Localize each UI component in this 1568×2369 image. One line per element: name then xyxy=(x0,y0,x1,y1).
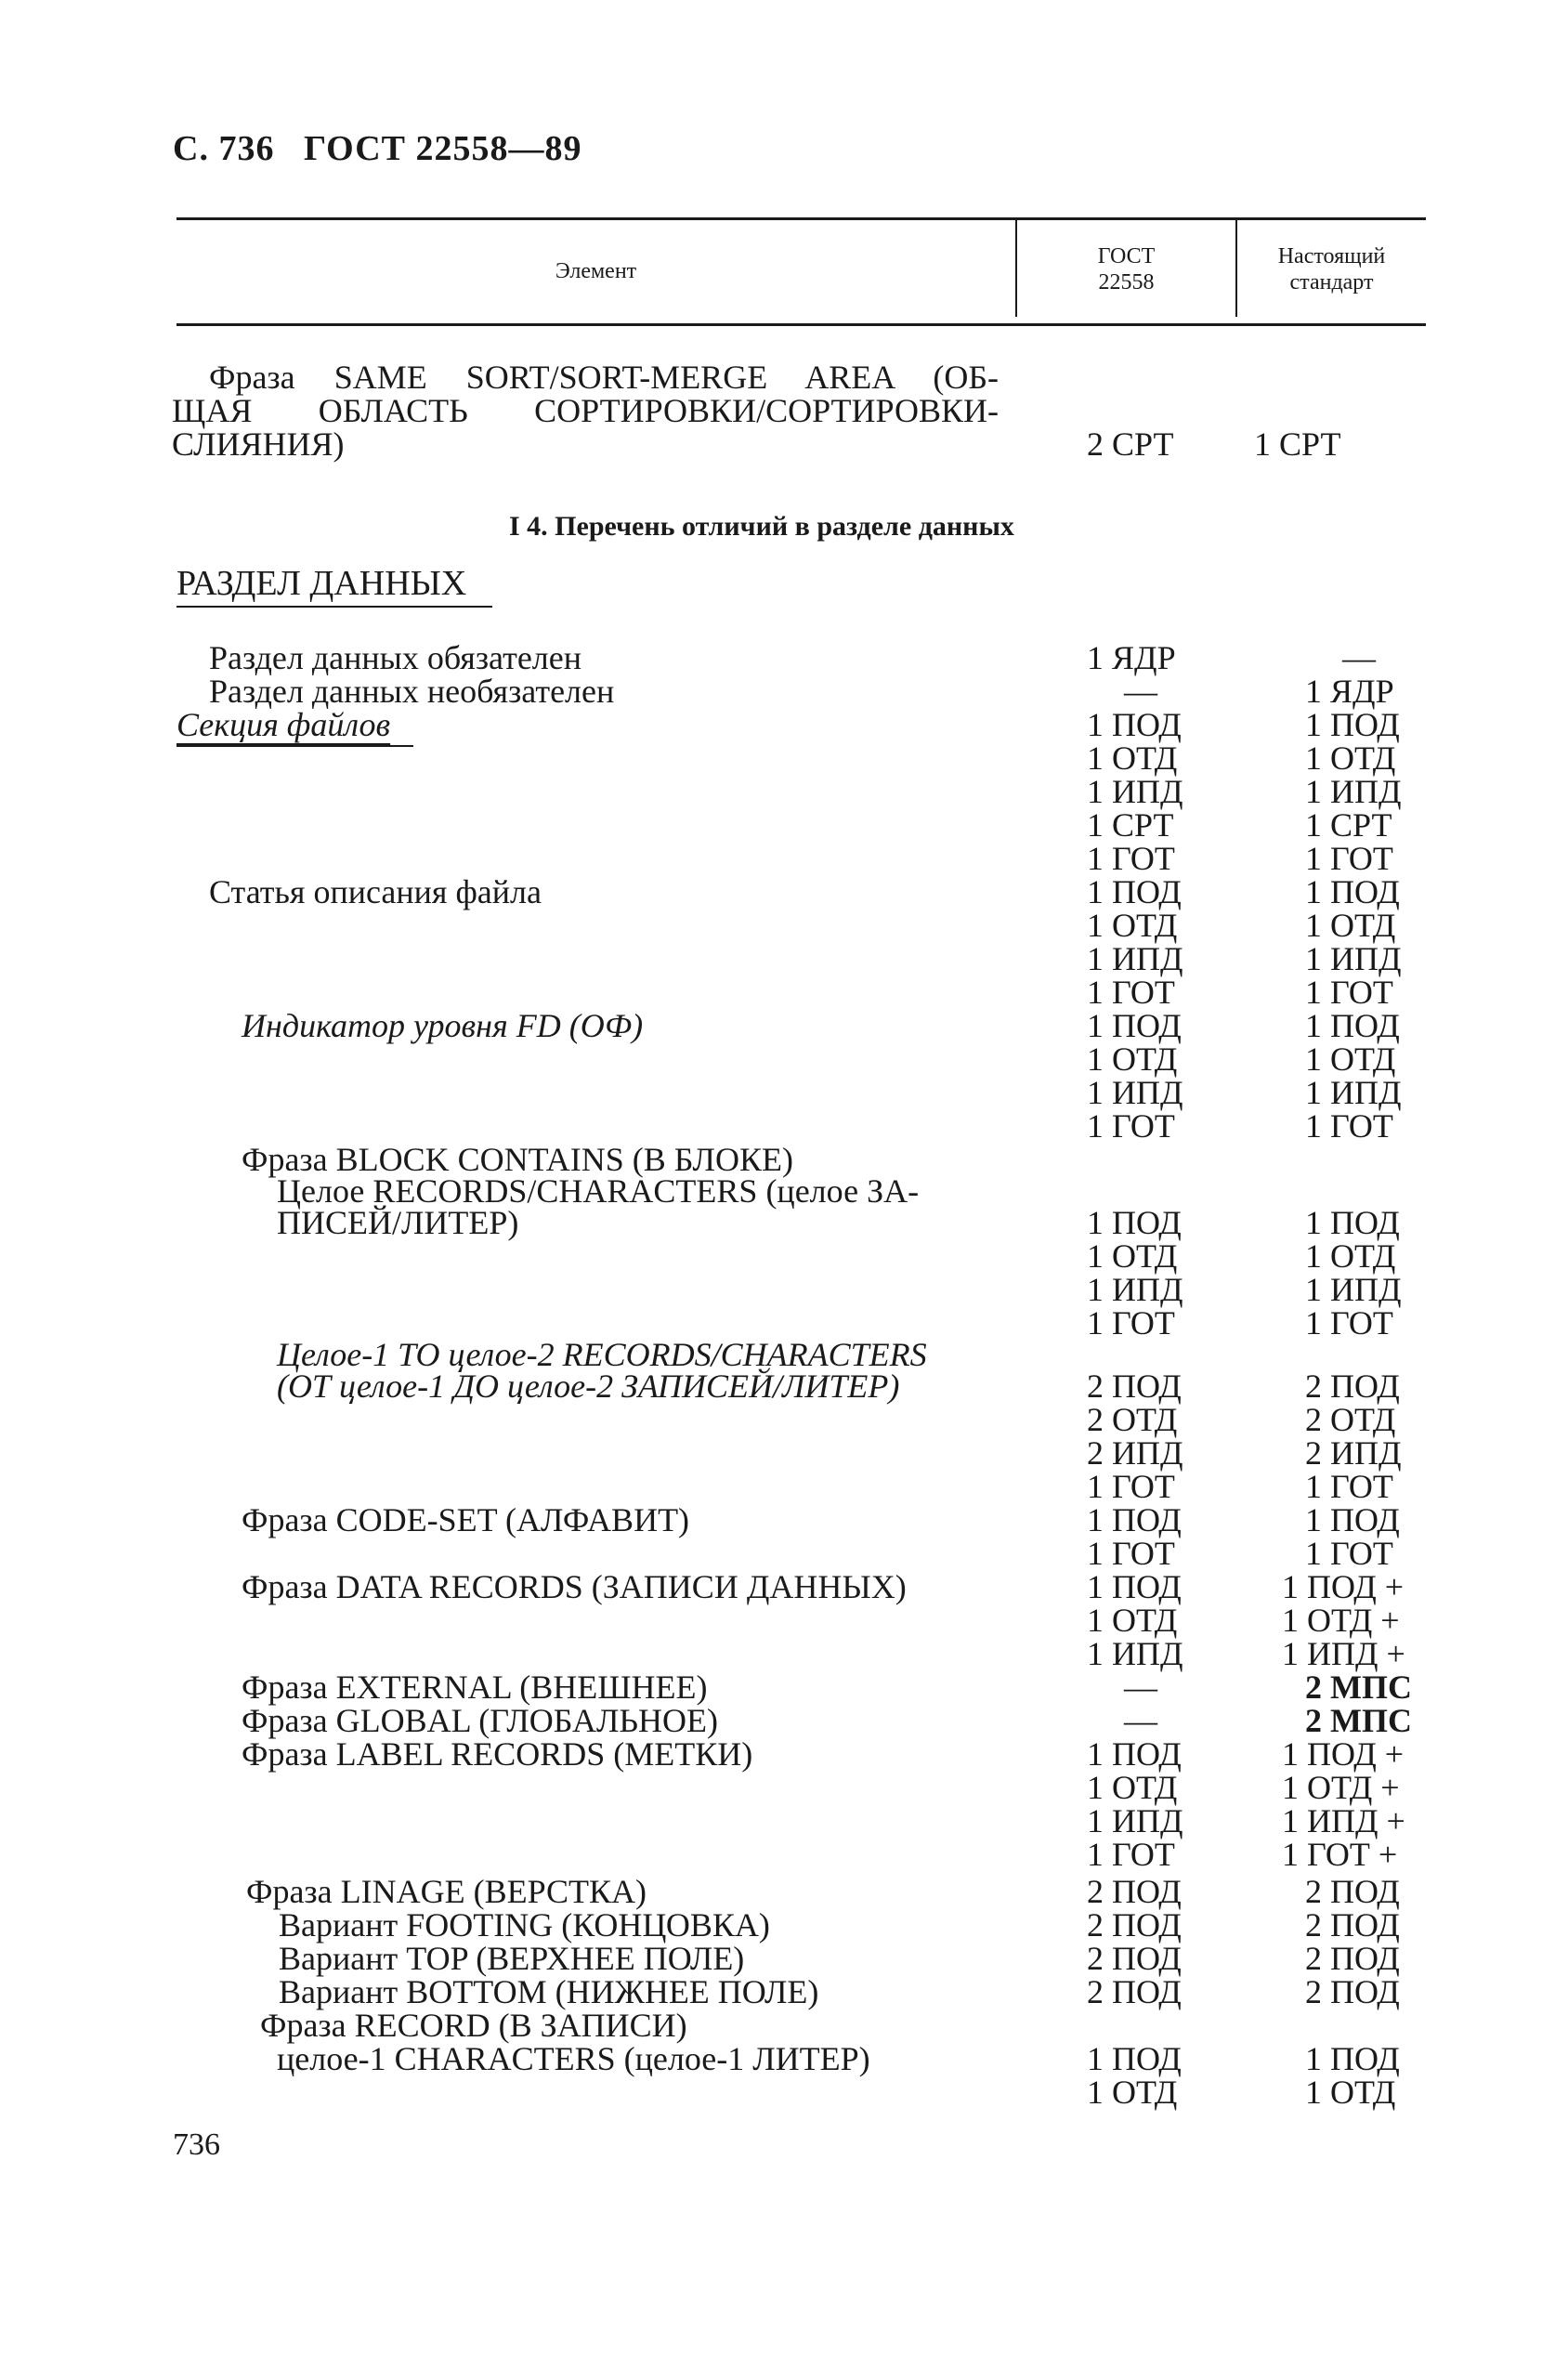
header-gost-line2: 22558 xyxy=(1098,270,1155,294)
row-element-text: Раздел данных обязателен xyxy=(209,639,582,676)
intro-current-value: 1 СРТ xyxy=(1254,425,1341,463)
row-gost-value: 1 ГОТ xyxy=(1087,1468,1175,1505)
row-current-value: 1 ИПД + xyxy=(1282,1802,1405,1839)
row-current-value: 1 ПОД xyxy=(1305,2040,1400,2077)
row-current-value: 1 ОТД xyxy=(1305,2074,1396,2111)
row-gost-value: 1 ПОД xyxy=(1087,873,1182,910)
row-current-value: 1 ГОТ xyxy=(1305,1107,1393,1145)
row-gost-value: 1 ПОД xyxy=(1087,706,1182,743)
row-current-value: 1 ПОД + xyxy=(1282,1568,1405,1605)
intro-line-2: ЩАЯ ОБЛАСТЬ СОРТИРОВКИ/СОРТИРОВКИ- xyxy=(172,392,999,429)
standard-code: ГОСТ 22558—89 xyxy=(303,129,582,168)
table-row xyxy=(0,975,1568,1009)
row-current-value: 1 ГОТ xyxy=(1305,1304,1393,1342)
header-current-line1: Настоящий xyxy=(1277,244,1386,268)
row-current-value: 1 ГОТ xyxy=(1305,1535,1393,1572)
header-gost xyxy=(1017,243,1235,295)
row-gost-value: 2 ПОД xyxy=(1087,1940,1182,1977)
row-current-value: 2 МПС xyxy=(1305,1702,1412,1739)
row-element-text: Раздел данных необязателен xyxy=(209,673,615,710)
row-current-value: 2 ПОД xyxy=(1305,1368,1400,1405)
row-element-text: Фраза LINAGE (ВЕРСТКА) xyxy=(246,1873,647,1910)
table-row xyxy=(0,1239,1568,1273)
row-gost-value: 1 ОТД xyxy=(1087,1237,1178,1275)
row-gost-value: 1 ПОД xyxy=(1087,1735,1182,1773)
row-current-value: 2 ИПД xyxy=(1305,1434,1402,1472)
row-gost-value: 1 ЯДР xyxy=(1087,639,1176,676)
row-current-value: 1 ИПД xyxy=(1305,940,1402,977)
row-gost-value: 1 ОТД xyxy=(1087,1041,1178,1078)
row-gost-value: 1 ИПД xyxy=(1087,1802,1183,1839)
row-gost-value: 1 ПОД xyxy=(1087,1568,1182,1605)
row-element-text: Фраза LABEL RECORDS (МЕТКИ) xyxy=(242,1735,753,1773)
row-current-value: 2 ПОД xyxy=(1305,1906,1400,1944)
row-gost-value: 1 ОТД xyxy=(1087,907,1178,944)
table-row xyxy=(0,942,1568,975)
table-row xyxy=(0,1470,1568,1503)
table-row xyxy=(0,1206,1568,1239)
table-row xyxy=(0,1942,1568,1975)
table-row xyxy=(0,1076,1568,1109)
table-row xyxy=(0,775,1568,808)
table-row xyxy=(0,1436,1568,1470)
row-element-text: Вариант BOTTOM (НИЖНЕЕ ПОЛЕ) xyxy=(279,1973,819,2010)
row-current-value: 1 ПОД + xyxy=(1282,1735,1405,1773)
row-current-value: 1 ОТД xyxy=(1305,1237,1396,1275)
row-gost-value: 1 ПОД xyxy=(1087,1501,1182,1538)
table-row xyxy=(0,1771,1568,1804)
row-gost-value: 2 ПОД xyxy=(1087,1873,1182,1910)
row-gost-value: 1 ИПД xyxy=(1087,940,1183,977)
row-element-text: Индикатор уровня FD (ОФ) xyxy=(242,1007,644,1044)
row-gost-value: 1 ГОТ xyxy=(1087,1107,1175,1145)
header-current xyxy=(1237,243,1426,295)
row-gost-value: — xyxy=(1124,1669,1157,1706)
row-element-text: Вариант FOOTING (КОНЦОВКА) xyxy=(279,1906,770,1944)
intro-gost-value: 2 СРТ xyxy=(1087,425,1174,463)
table-row xyxy=(0,1009,1568,1042)
table-row xyxy=(0,2075,1568,2109)
row-gost-value: 1 ГОТ xyxy=(1087,1535,1175,1572)
table-row xyxy=(0,1143,1568,1176)
row-element-text: Вариант TOP (ВЕРХНЕЕ ПОЛЕ) xyxy=(279,1940,745,1977)
row-current-value: 1 ИПД xyxy=(1305,1074,1402,1111)
row-current-value: 1 ПОД xyxy=(1305,1204,1400,1241)
table-row xyxy=(0,1306,1568,1340)
table-row xyxy=(0,2042,1568,2075)
row-current-value: 1 СРТ xyxy=(1305,806,1392,844)
header-element: Элемент xyxy=(555,259,637,283)
table-row xyxy=(0,1338,1568,1371)
row-current-value: 1 ОТД + xyxy=(1282,1602,1400,1639)
row-gost-value: 2 ПОД xyxy=(1087,1973,1182,2010)
row-gost-value: 1 ПОД xyxy=(1087,1007,1182,1044)
table-row xyxy=(0,1908,1568,1942)
table-header-bottom-rule xyxy=(176,323,1426,326)
row-current-value: 2 ОТД xyxy=(1305,1401,1396,1438)
row-element-text: Фраза EXTERNAL (ВНЕШНЕЕ) xyxy=(242,1669,708,1706)
row-gost-value: 2 ОТД xyxy=(1087,1401,1178,1438)
table-row xyxy=(0,1838,1568,1871)
row-element-text: Фраза RECORD (В ЗАПИСИ) xyxy=(260,2007,687,2044)
row-current-value: 1 ПОД xyxy=(1305,1007,1400,1044)
table-row xyxy=(0,1704,1568,1737)
running-header xyxy=(173,128,582,169)
row-current-value: 2 МПС xyxy=(1305,1669,1412,1706)
row-current-value: 2 ПОД xyxy=(1305,1973,1400,2010)
row-current-value: 2 ПОД xyxy=(1305,1873,1400,1910)
row-gost-value: 1 ИПД xyxy=(1087,1271,1183,1308)
table-top-rule xyxy=(176,217,1426,220)
table-row xyxy=(0,1637,1568,1670)
row-element-text: Статья описания файла xyxy=(209,873,542,910)
row-current-value: — xyxy=(1342,639,1376,676)
row-gost-value: 1 СРТ xyxy=(1087,806,1174,844)
row-gost-value: 1 ОТД xyxy=(1087,1602,1178,1639)
table-row xyxy=(0,909,1568,942)
table-row xyxy=(0,674,1568,708)
table-row xyxy=(0,641,1568,674)
table-row xyxy=(0,1603,1568,1637)
header-current-line2: стандарт xyxy=(1289,270,1374,294)
row-current-value: 1 ОТД xyxy=(1305,1041,1396,1078)
row-current-value: 1 ИПД xyxy=(1305,773,1402,810)
table-row xyxy=(0,875,1568,909)
row-current-value: 1 ОТД + xyxy=(1282,1769,1400,1806)
table-row xyxy=(0,1403,1568,1436)
row-gost-value: 2 ПОД xyxy=(1087,1368,1182,1405)
table-row xyxy=(0,1975,1568,2009)
row-current-value: 1 ПОД xyxy=(1305,706,1400,743)
table-row xyxy=(0,1503,1568,1537)
table-row xyxy=(0,1109,1568,1143)
row-current-value: 1 ГОТ xyxy=(1305,974,1393,1011)
row-gost-value: 1 ПОД xyxy=(1087,1204,1182,1241)
intro-line-1: Фраза SAME SORT/SORT-MERGE AREA (ОБ- xyxy=(209,359,999,396)
row-current-value: 1 ГОТ xyxy=(1305,840,1393,877)
intro-row-text xyxy=(172,359,999,463)
division-heading: РАЗДЕЛ ДАННЫХ xyxy=(176,564,467,603)
row-element-text: Секция файлов xyxy=(176,706,391,743)
table-row xyxy=(0,2009,1568,2042)
row-current-value: 1 ИПД + xyxy=(1282,1635,1405,1672)
row-element-text: Фраза GLOBAL (ГЛОБАЛЬНОЕ) xyxy=(242,1702,719,1739)
row-current-value: 1 ЯДР xyxy=(1305,673,1394,710)
page-number: 736 xyxy=(173,2127,220,2162)
row-current-value: 2 ПОД xyxy=(1305,1940,1400,1977)
table-row xyxy=(0,808,1568,842)
row-gost-value: 1 ПОД xyxy=(1087,2040,1182,2077)
row-current-value: 1 ПОД xyxy=(1305,873,1400,910)
table-row xyxy=(0,1369,1568,1403)
table-row xyxy=(0,1273,1568,1306)
row-current-value: 1 ОТД xyxy=(1305,907,1396,944)
table-row xyxy=(0,1804,1568,1838)
table-row xyxy=(0,1670,1568,1704)
row-current-value: 1 ПОД xyxy=(1305,1501,1400,1538)
row-element-text: (ОТ целое-1 ДО целое-2 ЗАПИСЕЙ/ЛИТЕР) xyxy=(277,1368,900,1405)
row-gost-value: 1 ГОТ xyxy=(1087,1304,1175,1342)
row-element-text: Целое-1 TO целое-2 RECORDS/CHARACTERS xyxy=(277,1336,927,1373)
table-row xyxy=(0,1042,1568,1076)
intro-line-3: СЛИЯНИЯ) xyxy=(172,425,345,463)
row-gost-value: 1 ИПД xyxy=(1087,1074,1183,1111)
row-current-value: 1 ГОТ xyxy=(1305,1468,1393,1505)
row-gost-value: 1 ОТД xyxy=(1087,2074,1178,2111)
row-gost-value: 1 ГОТ xyxy=(1087,1836,1175,1873)
row-gost-value: 2 ИПД xyxy=(1087,1434,1183,1472)
file-section-underline xyxy=(176,745,413,747)
table-row xyxy=(0,842,1568,875)
row-gost-value: 1 ОТД xyxy=(1087,1769,1178,1806)
row-gost-value: 1 ГОТ xyxy=(1087,840,1175,877)
row-element-text: целое-1 CHARACTERS (целое-1 ЛИТЕР) xyxy=(277,2040,870,2077)
row-gost-value: 1 ИПД xyxy=(1087,773,1183,810)
table-row xyxy=(0,1570,1568,1603)
table-row xyxy=(0,1875,1568,1908)
row-element-text: Целое RECORDS/CHARACTERS (целое ЗА- xyxy=(277,1172,920,1210)
table-row xyxy=(0,1737,1568,1771)
row-element-text: Фраза CODE-SET (АЛФАВИТ) xyxy=(242,1501,690,1538)
division-heading-underline xyxy=(176,606,492,608)
row-current-value: 1 ИПД xyxy=(1305,1271,1402,1308)
page-label: С. 736 xyxy=(173,129,275,168)
table-row xyxy=(0,1537,1568,1570)
row-element-text: Фраза DATA RECORDS (ЗАПИСИ ДАННЫХ) xyxy=(242,1568,907,1605)
row-current-value: 1 ГОТ + xyxy=(1282,1836,1398,1873)
section-title: I 4. Перечень отличий в разделе данных xyxy=(509,511,1014,542)
row-gost-value: 2 ПОД xyxy=(1087,1906,1182,1944)
header-gost-line1: ГОСТ xyxy=(1097,244,1156,268)
row-element-text: ПИСЕЙ/ЛИТЕР) xyxy=(277,1204,519,1241)
row-current-value: 1 ОТД xyxy=(1305,739,1396,777)
row-gost-value: — xyxy=(1124,673,1157,710)
row-gost-value: — xyxy=(1124,1702,1157,1739)
table-row xyxy=(0,708,1568,741)
row-element-text: Фраза BLOCK CONTAINS (В БЛОКЕ) xyxy=(242,1141,793,1178)
row-gost-value: 1 ГОТ xyxy=(1087,974,1175,1011)
table-row xyxy=(0,1174,1568,1208)
row-gost-value: 1 ОТД xyxy=(1087,739,1178,777)
row-gost-value: 1 ИПД xyxy=(1087,1635,1183,1672)
